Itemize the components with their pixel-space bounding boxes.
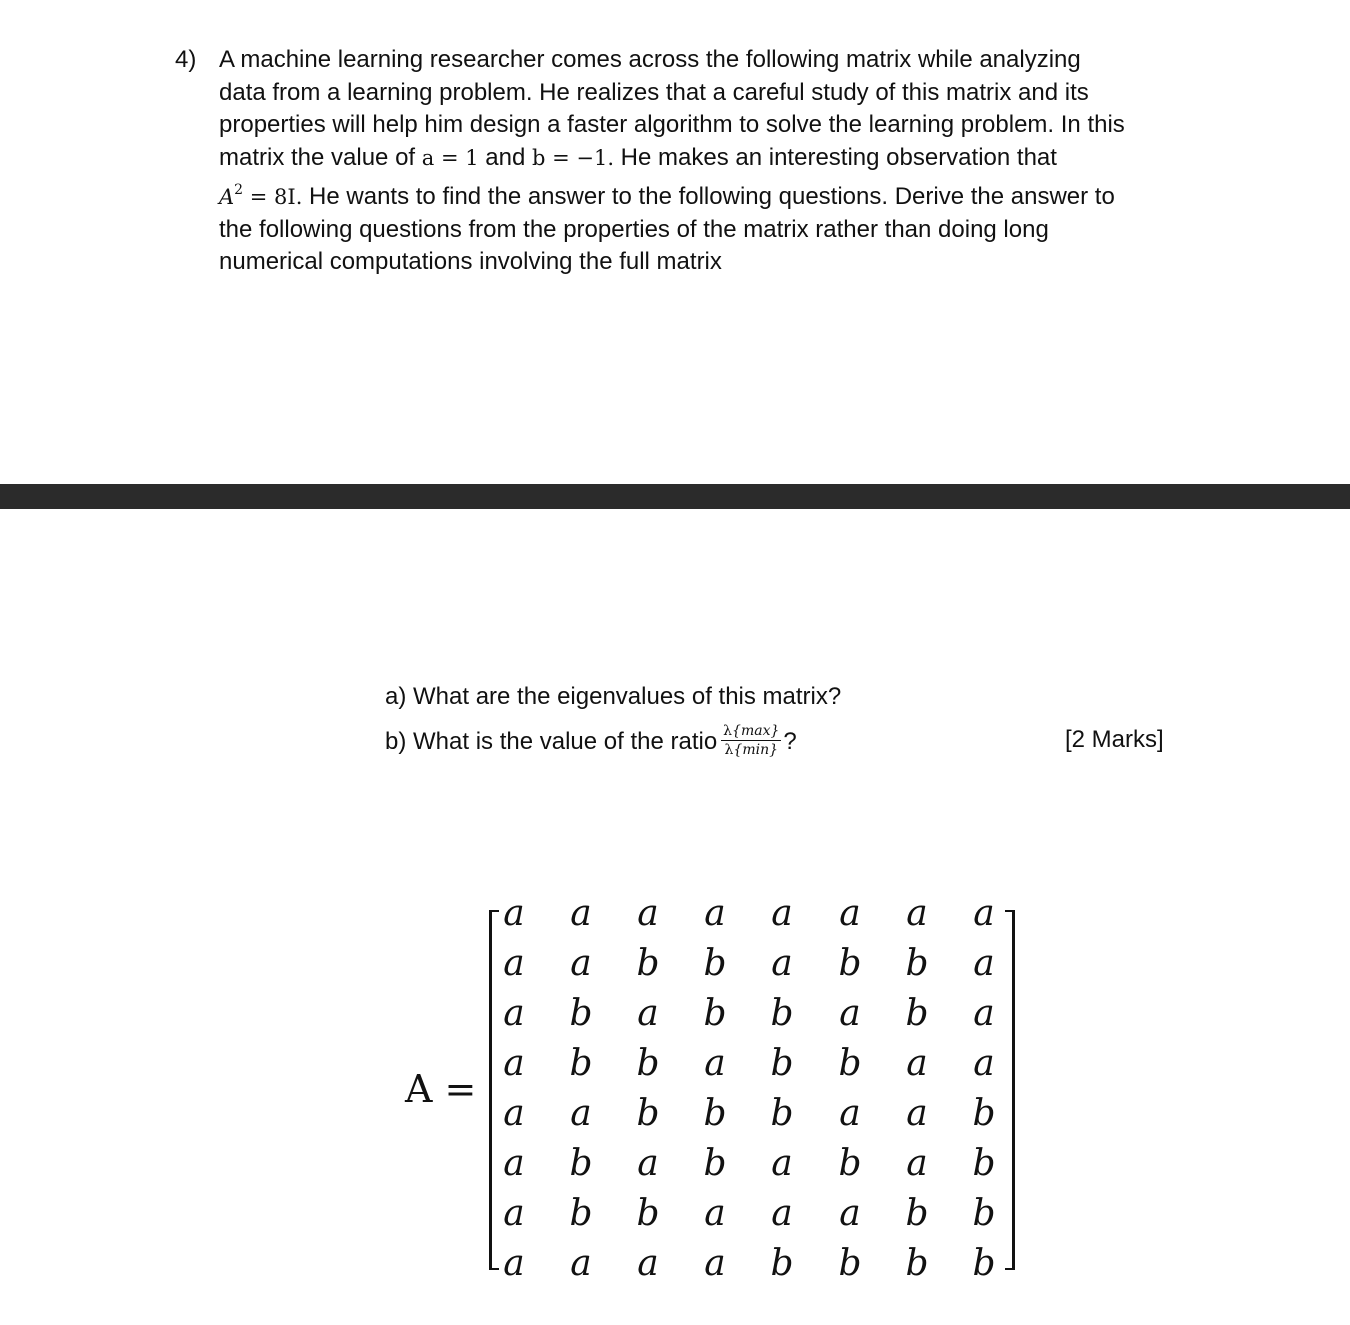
matrix-grid xyxy=(481,889,1021,1289)
matrix-cell: b xyxy=(905,993,929,1034)
matrix-cell: b xyxy=(838,1243,862,1284)
matrix-cell: b xyxy=(569,1143,593,1184)
fraction-denominator xyxy=(721,741,781,758)
matrix-cell: a xyxy=(570,893,592,934)
matrix-label: A = xyxy=(405,1067,477,1111)
matrix-cell: a xyxy=(973,993,995,1034)
math-a-value: a = 1 xyxy=(421,145,479,170)
matrix-cell: a xyxy=(503,1143,525,1184)
math-equation-rest: = 8I. xyxy=(243,185,303,209)
matrix-cell: b xyxy=(905,1243,929,1284)
matrix-cell: a xyxy=(839,893,861,934)
matrix-cell: a xyxy=(973,893,995,934)
matrix-cell: a xyxy=(973,1043,995,1084)
matrix-cell: b xyxy=(972,1193,996,1234)
sub-question-a: a) What are the eigenvalues of this matrix? xyxy=(385,683,842,710)
matrix-cell: b xyxy=(569,1043,593,1084)
matrix-cell: b xyxy=(838,1143,862,1184)
matrix-cell: a xyxy=(637,1143,659,1184)
matrix-cell: b xyxy=(770,1243,794,1284)
lambda-min-symbol: λ xyxy=(724,742,734,758)
lambda-max-subscript: {max} xyxy=(732,723,780,739)
matrix-cell: a xyxy=(503,1093,525,1134)
matrix-cell: b xyxy=(703,1143,727,1184)
question-line-4 xyxy=(219,142,1219,175)
sub-question-b-suffix: ? xyxy=(783,727,797,755)
matrix-cell: b xyxy=(838,1043,862,1084)
matrix-cell: a xyxy=(503,1243,525,1284)
matrix-row xyxy=(481,889,1021,939)
fraction-numerator xyxy=(721,723,781,741)
matrix-cell: a xyxy=(637,893,659,934)
matrix-cell: b xyxy=(636,943,660,984)
matrix-cell: a xyxy=(704,1043,726,1084)
matrix-cell: a xyxy=(503,943,525,984)
matrix-row xyxy=(481,1039,1021,1089)
matrix-cell: a xyxy=(906,1043,928,1084)
question-line-2: data from a learning problem. He realizes that a careful study of this matrix and its xyxy=(219,78,1089,106)
matrix-cell: b xyxy=(770,993,794,1034)
matrix-cell: a xyxy=(570,1243,592,1284)
matrix-cell: b xyxy=(972,1093,996,1134)
matrix-cell: a xyxy=(704,1193,726,1234)
question-line-7: numerical computations involving the full matrix xyxy=(219,248,722,275)
matrix-cell: b xyxy=(636,1193,660,1234)
matrix-cell: a xyxy=(704,1243,726,1284)
marks-label: [2 Marks] xyxy=(1065,726,1164,753)
matrix-cell: b xyxy=(972,1143,996,1184)
matrix-cell: b xyxy=(569,993,593,1034)
question-line-5 xyxy=(219,174,1219,214)
page-divider xyxy=(0,484,1350,509)
matrix-cell: b xyxy=(703,1093,727,1134)
matrix-cell: a xyxy=(771,943,793,984)
matrix-cell: a xyxy=(771,1193,793,1234)
matrix-cell: a xyxy=(570,943,592,984)
matrix-row xyxy=(481,1139,1021,1189)
math-exponent: 2 xyxy=(234,182,244,198)
matrix-cell: a xyxy=(503,993,525,1034)
question-number: 4) xyxy=(175,46,197,73)
line5-text: He wants to find the answer to the following questions. Derive the answer to xyxy=(302,183,1115,210)
matrix-cell: b xyxy=(703,993,727,1034)
matrix-row xyxy=(481,989,1021,1039)
sub-question-b xyxy=(385,725,797,760)
matrix-cell: a xyxy=(771,893,793,934)
matrix-cell: a xyxy=(839,993,861,1034)
matrix-row xyxy=(481,1089,1021,1139)
matrix-cell: b xyxy=(636,1043,660,1084)
question-text xyxy=(219,44,1219,279)
matrix-cell: b xyxy=(770,1043,794,1084)
matrix-cell: b xyxy=(905,943,929,984)
matrix-cell: a xyxy=(839,1093,861,1134)
question-line-3: properties will help him design a faster algorithm to solve the learning problem. In this xyxy=(219,111,1125,138)
question-line-1: A machine learning researcher comes across the following matrix while analyzing xyxy=(219,46,1081,73)
line4-text-a: matrix the value of xyxy=(219,143,422,171)
lambda-ratio-fraction xyxy=(721,723,781,758)
line4-text-b: and xyxy=(478,143,532,171)
matrix-cell: a xyxy=(503,1043,525,1084)
sub-question-b-prefix: b) What is the value of the ratio xyxy=(385,727,718,755)
matrix-cell: b xyxy=(569,1193,593,1234)
matrix-cell: a xyxy=(771,1143,793,1184)
lambda-max-symbol: λ xyxy=(723,723,733,739)
matrix-cell: a xyxy=(503,1193,525,1234)
matrix-row xyxy=(481,1239,1021,1289)
matrix-cell: a xyxy=(906,893,928,934)
math-b-value: b = −1. xyxy=(531,145,615,170)
matrix-cell: a xyxy=(906,1093,928,1134)
matrix-cell: a xyxy=(973,943,995,984)
matrix-cell: a xyxy=(503,893,525,934)
matrix-cell: a xyxy=(704,893,726,934)
matrix-cell: b xyxy=(905,1193,929,1234)
matrix-cell: a xyxy=(637,1243,659,1284)
matrix-cell: b xyxy=(838,943,862,984)
matrix-cell: a xyxy=(637,993,659,1034)
matrix-cell: a xyxy=(906,1143,928,1184)
matrix-cell: b xyxy=(972,1243,996,1284)
line4-text-c: He makes an interesting observation that xyxy=(614,143,1057,171)
lambda-min-subscript: {min} xyxy=(733,742,779,758)
matrix-cell: a xyxy=(570,1093,592,1134)
matrix-cell: b xyxy=(770,1093,794,1134)
math-matrix-symbol: A xyxy=(219,185,235,209)
matrix-cell: b xyxy=(636,1093,660,1134)
matrix-cell: b xyxy=(703,943,727,984)
matrix-row xyxy=(481,1189,1021,1239)
matrix-row xyxy=(481,939,1021,989)
matrix-cell: a xyxy=(839,1193,861,1234)
question-line-6: the following questions from the properties of the matrix rather than doing long xyxy=(219,215,1049,243)
